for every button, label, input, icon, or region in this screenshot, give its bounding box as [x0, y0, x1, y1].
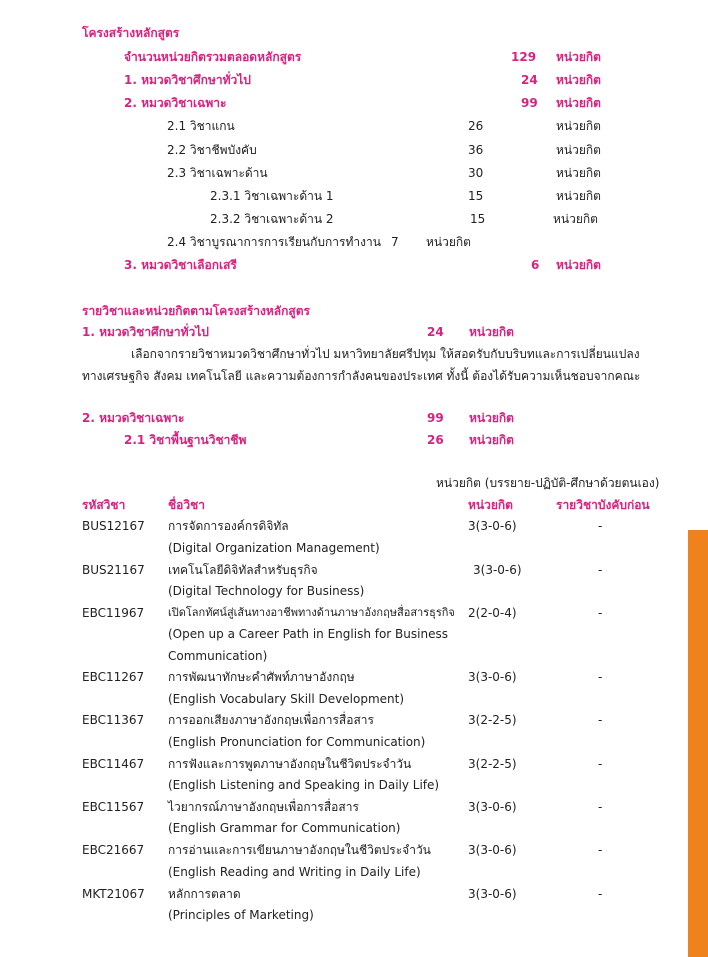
- course-prereq: -: [598, 606, 603, 620]
- course-credit: 3(3-0-6): [468, 800, 517, 814]
- course-name-english: (English Listening and Speaking in Daily Life): [168, 778, 440, 792]
- course-name-english: (English Grammar for Communication): [168, 821, 401, 835]
- credit-format-note: หน่วยกิต (บรรยาย-ปฏิบัติ-ศึกษาด้วยตนเอง): [436, 476, 660, 490]
- course-code: MKT21067: [82, 887, 145, 901]
- course-prereq: -: [598, 887, 603, 901]
- total-credits-unit: หน่วยกิต: [556, 50, 601, 64]
- course-prereq: -: [598, 563, 603, 577]
- side-tab-decoration: [688, 530, 708, 957]
- course-name-english-cont: Communication): [168, 649, 268, 663]
- course-name-thai: การอ่านและการเขียนภาษาอังกฤษในชีวิตประจำวัน: [168, 843, 431, 857]
- major-track2-unit: หน่วยกิต: [553, 212, 598, 226]
- course-code: EBC11267: [82, 670, 145, 684]
- structure-heading: โครงสร้างหลักสูตร: [82, 26, 180, 40]
- course-credit: 3(3-0-6): [468, 843, 517, 857]
- course-name-thai: หลักการตลาด: [168, 887, 241, 901]
- foundation-label: 2.1 วิชาพื้นฐานวิชาชีพ: [124, 433, 247, 447]
- free-elective-value: 6: [531, 258, 540, 272]
- course-code: BUS12167: [82, 519, 145, 533]
- course-credit: 3(2-2-5): [468, 713, 517, 727]
- course-code: EBC11467: [82, 757, 145, 771]
- course-prereq: -: [598, 843, 603, 857]
- core-subjects-value: 26: [468, 119, 484, 133]
- course-name-english: (English Vocabulary Skill Development): [168, 692, 405, 706]
- core-subjects-unit: หน่วยกิต: [556, 119, 601, 133]
- specific-category-label: 2. หมวดวิชาเฉพาะ: [124, 96, 227, 110]
- major-track2-value: 15: [470, 212, 486, 226]
- course-name-english: (English Pronunciation for Communication): [168, 735, 426, 749]
- subjects-general-unit: หน่วยกิต: [469, 325, 514, 339]
- general-category-unit: หน่วยกิต: [556, 73, 601, 87]
- core-subjects-label: 2.1 วิชาแกน: [167, 119, 235, 133]
- course-credit: 2(2-0-4): [468, 606, 517, 620]
- general-description-line2: ทางเศรษฐกิจ สังคม เทคโนโลยี และความต้องการกำลังคนของประเทศ ทั้งนี้ ต้องได้รับความเห็นชอบจากคณะ: [82, 369, 641, 383]
- course-name-english: (Principles of Marketing): [168, 908, 314, 922]
- col-header-credit: หน่วยกิต: [468, 498, 513, 512]
- wil-subjects-label: 2.4 วิชาบูรณาการการเรียนกับการทำงาน: [167, 235, 381, 249]
- major-track2-label: 2.3.2 วิชาเฉพาะด้าน 2: [210, 212, 334, 226]
- course-credit: 3(3-0-6): [468, 887, 517, 901]
- course-name-english: (Digital Organization Management): [168, 541, 380, 555]
- course-code: EBC21667: [82, 843, 145, 857]
- subjects-general-label: 1. หมวดวิชาศึกษาทั่วไป: [82, 325, 209, 339]
- course-name-thai: เทคโนโลยีดิจิทัลสำหรับธุรกิจ: [168, 563, 318, 577]
- major-subjects-value: 30: [468, 166, 484, 180]
- col-header-code: รหัสวิชา: [82, 498, 126, 512]
- course-name-thai: การพัฒนาทักษะคำศัพท์ภาษาอังกฤษ: [168, 670, 355, 684]
- free-elective-unit: หน่วยกิต: [556, 258, 601, 272]
- course-code: BUS21167: [82, 563, 145, 577]
- course-prereq: -: [598, 713, 603, 727]
- course-name-thai: ไวยากรณ์ภาษาอังกฤษเพื่อการสื่อสาร: [168, 800, 359, 814]
- major-track1-unit: หน่วยกิต: [556, 189, 601, 203]
- required-subjects-label: 2.2 วิชาชีพบังคับ: [167, 143, 257, 157]
- general-category-label: 1. หมวดวิชาศึกษาทั่วไป: [124, 73, 251, 87]
- course-credit: 3(3-0-6): [468, 670, 517, 684]
- major-subjects-unit: หน่วยกิต: [556, 166, 601, 180]
- total-credits-value: 129: [511, 50, 537, 64]
- course-name-english: (Open up a Career Path in English for Business: [168, 627, 448, 641]
- foundation-unit: หน่วยกิต: [469, 433, 514, 447]
- wil-subjects-value: 7: [391, 235, 399, 249]
- course-name-english: (Digital Technology for Business): [168, 584, 365, 598]
- general-category-value: 24: [521, 73, 538, 87]
- subjects-specific-label: 2. หมวดวิชาเฉพาะ: [82, 411, 185, 425]
- wil-subjects-unit: หน่วยกิต: [426, 235, 471, 249]
- required-subjects-unit: หน่วยกิต: [556, 143, 601, 157]
- subjects-specific-unit: หน่วยกิต: [469, 411, 514, 425]
- course-code: EBC11567: [82, 800, 145, 814]
- general-description-line1: เลือกจากรายวิชาหมวดวิชาศึกษาทั่วไป มหาวิทยาลัยศรีปทุม ให้สอดรับกับบริบทและการเปลี่ยนแปลง: [131, 347, 640, 361]
- subjects-specific-value: 99: [427, 411, 444, 425]
- course-name-thai: การออกเสียงภาษาอังกฤษเพื่อการสื่อสาร: [168, 713, 374, 727]
- course-code: EBC11967: [82, 606, 145, 620]
- col-header-prereq: รายวิชาบังคับก่อน: [556, 498, 650, 512]
- free-elective-label: 3. หมวดวิชาเลือกเสรี: [124, 258, 237, 272]
- subjects-heading: รายวิชาและหน่วยกิตตามโครงสร้างหลักสูตร: [82, 304, 310, 318]
- col-header-name: ชื่อวิชา: [168, 498, 205, 512]
- specific-category-value: 99: [521, 96, 538, 110]
- total-credits-label: จำนวนหน่วยกิตรวมตลอดหลักสูตร: [124, 50, 302, 64]
- major-subjects-label: 2.3 วิชาเฉพาะด้าน: [167, 166, 268, 180]
- course-name-english: (English Reading and Writing in Daily Life): [168, 865, 421, 879]
- major-track1-value: 15: [468, 189, 484, 203]
- course-credit: 3(3-0-6): [468, 519, 517, 533]
- course-credit: 3(3-0-6): [473, 563, 522, 577]
- specific-category-unit: หน่วยกิต: [556, 96, 601, 110]
- course-prereq: -: [598, 519, 603, 533]
- subjects-general-value: 24: [427, 325, 444, 339]
- major-track1-label: 2.3.1 วิชาเฉพาะด้าน 1: [210, 189, 334, 203]
- course-code: EBC11367: [82, 713, 145, 727]
- course-name-thai: เปิดโลกทัศน์สู่เส้นทางอาชีพทางด้านภาษาอังกฤษสื่อสารธุรกิจ: [168, 606, 455, 619]
- course-prereq: -: [598, 800, 603, 814]
- course-prereq: -: [598, 670, 603, 684]
- course-credit: 3(2-2-5): [468, 757, 517, 771]
- foundation-value: 26: [427, 433, 444, 447]
- course-name-thai: การจัดการองค์กรดิจิทัล: [168, 519, 289, 533]
- course-name-thai: การฟังและการพูดภาษาอังกฤษในชีวิตประจำวัน: [168, 757, 412, 771]
- course-prereq: -: [598, 757, 603, 771]
- required-subjects-value: 36: [468, 143, 484, 157]
